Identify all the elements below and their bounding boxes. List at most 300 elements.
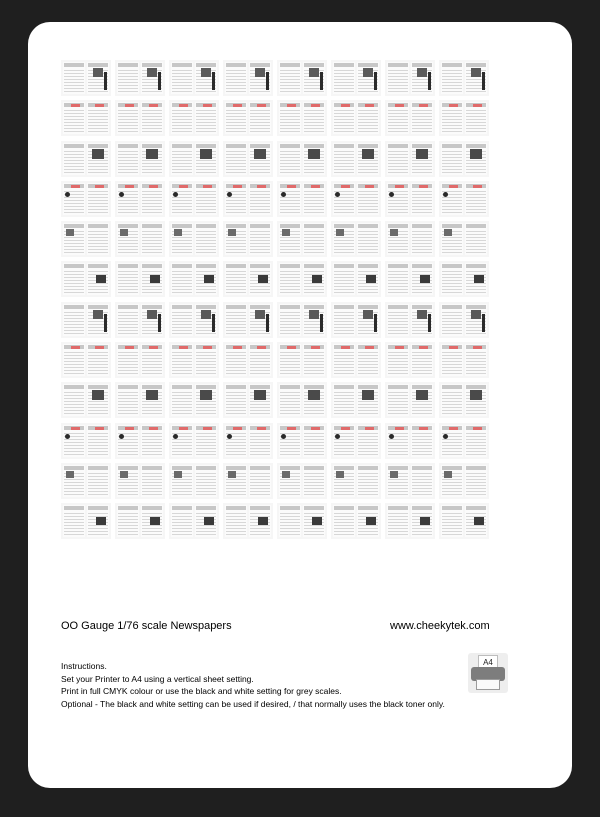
newspaper-thumbnail [439, 141, 489, 177]
newspaper-thumbnail [223, 382, 273, 418]
newspaper-thumbnail [61, 382, 111, 418]
newspaper-page [441, 223, 463, 255]
newspaper-page [465, 102, 487, 134]
newspaper-thumbnail [223, 342, 273, 378]
newspaper-thumbnail [385, 423, 435, 459]
instruction-line: Print in full CMYK colour or use the black and white setting for grey scales. [61, 686, 342, 697]
newspaper-thumbnail [223, 141, 273, 177]
newspaper-thumbnail [223, 100, 273, 136]
newspaper-page [303, 183, 325, 215]
newspaper-thumbnail [115, 302, 165, 338]
newspaper-page [357, 505, 379, 537]
newspaper-page [63, 344, 85, 376]
newspaper-thumbnail [61, 423, 111, 459]
newspaper-thumbnail [115, 100, 165, 136]
newspaper-page [279, 465, 301, 497]
newspaper-page [279, 102, 301, 134]
newspaper-page [117, 505, 139, 537]
newspaper-page [333, 263, 355, 295]
newspaper-page [63, 505, 85, 537]
newspaper-page [333, 62, 355, 94]
newspaper-thumbnail [223, 463, 273, 499]
newspaper-page [387, 344, 409, 376]
newspaper-page [63, 183, 85, 215]
newspaper-page [225, 62, 247, 94]
newspaper-page [225, 384, 247, 416]
newspaper-thumbnail [115, 463, 165, 499]
newspaper-thumbnail [439, 261, 489, 297]
newspaper-page [63, 143, 85, 175]
newspaper-page [303, 505, 325, 537]
newspaper-page [411, 143, 433, 175]
newspaper-page [225, 304, 247, 336]
newspaper-page [411, 263, 433, 295]
newspaper-page [141, 143, 163, 175]
newspaper-page [87, 505, 109, 537]
newspaper-thumbnail [439, 60, 489, 96]
newspaper-thumbnail [439, 382, 489, 418]
newspaper-page [303, 425, 325, 457]
newspaper-page [411, 102, 433, 134]
newspaper-thumbnail [61, 302, 111, 338]
newspaper-thumbnail [169, 261, 219, 297]
newspaper-thumbnail [385, 221, 435, 257]
newspaper-page [303, 263, 325, 295]
newspaper-page [225, 183, 247, 215]
newspaper-page [195, 505, 217, 537]
newspaper-thumbnail [169, 463, 219, 499]
newspaper-page [117, 344, 139, 376]
newspaper-page [117, 183, 139, 215]
printer-tray [476, 679, 500, 690]
newspaper-page [63, 304, 85, 336]
newspaper-page [171, 465, 193, 497]
newspaper-thumbnail [385, 141, 435, 177]
newspaper-thumbnail [277, 100, 327, 136]
newspaper-page [333, 505, 355, 537]
newspaper-thumbnail [61, 342, 111, 378]
newspaper-thumbnail [385, 503, 435, 539]
newspaper-page [441, 102, 463, 134]
newspaper-thumbnail [385, 181, 435, 217]
newspaper-thumbnail [277, 423, 327, 459]
instruction-line: Optional - The black and white setting can be used if desired, / that normally uses the black toner only. [61, 698, 445, 709]
newspaper-thumbnail [61, 221, 111, 257]
newspaper-page [195, 344, 217, 376]
instruction-line: Set your Printer to A4 using a vertical sheet setting. [61, 673, 254, 684]
newspaper-page [171, 62, 193, 94]
newspaper-page [63, 425, 85, 457]
newspaper-page [465, 143, 487, 175]
newspaper-thumbnail [331, 342, 381, 378]
newspaper-thumbnail [331, 261, 381, 297]
newspaper-page [225, 344, 247, 376]
newspaper-page [387, 304, 409, 336]
newspaper-thumbnail [223, 503, 273, 539]
newspaper-page [87, 263, 109, 295]
newspaper-page [441, 344, 463, 376]
newspaper-page [279, 223, 301, 255]
newspaper-page [387, 102, 409, 134]
newspaper-thumbnail [277, 141, 327, 177]
newspaper-thumbnail [115, 342, 165, 378]
newspaper-page [411, 465, 433, 497]
newspaper-thumbnail [61, 141, 111, 177]
newspaper-page [333, 183, 355, 215]
newspaper-page [87, 465, 109, 497]
newspaper-thumbnail [115, 60, 165, 96]
newspaper-thumbnail [385, 342, 435, 378]
newspaper-page [249, 344, 271, 376]
newspaper-page [141, 223, 163, 255]
newspaper-page [441, 62, 463, 94]
newspaper-page [195, 62, 217, 94]
newspaper-page [195, 384, 217, 416]
newspaper-thumbnail [439, 503, 489, 539]
newspaper-thumbnail [439, 100, 489, 136]
newspaper-thumbnail [385, 463, 435, 499]
newspaper-thumbnail [277, 221, 327, 257]
newspaper-thumbnail [169, 342, 219, 378]
newspaper-page [117, 384, 139, 416]
newspaper-page [225, 263, 247, 295]
newspaper-page [411, 425, 433, 457]
newspaper-thumbnail [223, 261, 273, 297]
newspaper-page [303, 344, 325, 376]
newspaper-thumbnail [169, 503, 219, 539]
newspaper-thumbnail [115, 261, 165, 297]
newspaper-page [303, 384, 325, 416]
newspaper-thumbnail [331, 423, 381, 459]
newspaper-page [87, 384, 109, 416]
instructions-block [61, 660, 531, 710]
newspaper-thumbnail [169, 141, 219, 177]
newspaper-page [357, 183, 379, 215]
newspaper-thumbnail [439, 463, 489, 499]
newspaper-page [387, 183, 409, 215]
newspaper-page [63, 223, 85, 255]
newspaper-page [171, 102, 193, 134]
newspaper-page [141, 304, 163, 336]
newspaper-thumbnail [169, 382, 219, 418]
newspaper-page [387, 465, 409, 497]
newspaper-page [87, 223, 109, 255]
newspaper-page [195, 143, 217, 175]
newspaper-page [357, 102, 379, 134]
newspaper-page [63, 62, 85, 94]
newspaper-thumbnail [439, 423, 489, 459]
newspaper-page [465, 344, 487, 376]
newspaper-thumbnail [331, 503, 381, 539]
newspaper-thumbnail [439, 181, 489, 217]
newspaper-page [117, 263, 139, 295]
newspaper-page [303, 102, 325, 134]
newspaper-thumbnail [61, 261, 111, 297]
newspaper-thumbnail [331, 100, 381, 136]
newspaper-page [117, 304, 139, 336]
newspaper-page [249, 62, 271, 94]
newspaper-page [441, 465, 463, 497]
newspaper-page [465, 505, 487, 537]
newspaper-page [249, 102, 271, 134]
newspaper-page [411, 304, 433, 336]
newspaper-page [333, 102, 355, 134]
newspaper-page [63, 102, 85, 134]
newspaper-page [249, 465, 271, 497]
newspaper-thumbnail [385, 100, 435, 136]
newspaper-page [357, 304, 379, 336]
newspaper-page [387, 143, 409, 175]
newspaper-page [465, 465, 487, 497]
newspaper-thumbnail [331, 60, 381, 96]
newspaper-thumbnail [223, 221, 273, 257]
newspaper-page [87, 143, 109, 175]
newspaper-page [171, 263, 193, 295]
newspaper-thumbnail [277, 302, 327, 338]
newspaper-thumbnail [385, 382, 435, 418]
newspaper-thumbnail [331, 302, 381, 338]
newspaper-page [225, 223, 247, 255]
newspaper-page [63, 263, 85, 295]
newspaper-thumbnail [277, 503, 327, 539]
newspaper-page [117, 425, 139, 457]
newspaper-thumbnail [385, 60, 435, 96]
newspaper-thumbnail [61, 60, 111, 96]
newspaper-page [303, 304, 325, 336]
newspaper-page [117, 143, 139, 175]
newspaper-page [279, 263, 301, 295]
newspaper-page [225, 505, 247, 537]
newspaper-page [141, 102, 163, 134]
newspaper-thumbnail [115, 141, 165, 177]
newspaper-thumbnail [169, 423, 219, 459]
website-link: www.cheekytek.com [390, 620, 490, 632]
newspaper-page [441, 304, 463, 336]
newspaper-page [441, 183, 463, 215]
sheet-title: OO Gauge 1/76 scale Newspapers [61, 620, 232, 632]
newspaper-page [117, 102, 139, 134]
newspaper-page [441, 263, 463, 295]
newspaper-page [195, 465, 217, 497]
newspaper-thumbnail [439, 221, 489, 257]
newspaper-page [195, 102, 217, 134]
newspaper-page [387, 425, 409, 457]
newspaper-page [249, 505, 271, 537]
newspaper-page [357, 263, 379, 295]
newspaper-thumbnail [223, 181, 273, 217]
newspaper-page [279, 425, 301, 457]
newspaper-thumbnail [277, 342, 327, 378]
newspaper-page [171, 505, 193, 537]
newspaper-thumbnail [115, 382, 165, 418]
newspaper-page [357, 425, 379, 457]
newspaper-page [333, 143, 355, 175]
newspaper-page [249, 304, 271, 336]
newspaper-page [465, 223, 487, 255]
newspaper-page [279, 384, 301, 416]
printer-icon [468, 653, 508, 693]
newspaper-thumbnail [223, 302, 273, 338]
newspaper-thumbnail [439, 342, 489, 378]
newspaper-page [333, 223, 355, 255]
newspaper-page [441, 143, 463, 175]
newspaper-thumbnail [277, 60, 327, 96]
newspaper-page [387, 223, 409, 255]
newspaper-page [141, 505, 163, 537]
newspaper-page [357, 465, 379, 497]
newspaper-thumbnail [115, 181, 165, 217]
newspaper-page [411, 384, 433, 416]
newspaper-thumbnail [115, 503, 165, 539]
newspaper-page [303, 143, 325, 175]
newspaper-thumbnail [61, 181, 111, 217]
newspaper-page [225, 425, 247, 457]
newspaper-page [87, 344, 109, 376]
newspaper-page [195, 304, 217, 336]
newspaper-thumbnail [169, 60, 219, 96]
newspaper-thumbnail [277, 382, 327, 418]
newspaper-thumbnail [331, 221, 381, 257]
newspaper-page [357, 62, 379, 94]
newspaper-page [249, 223, 271, 255]
newspaper-thumbnail [115, 221, 165, 257]
newspaper-page [249, 384, 271, 416]
newspaper-page [249, 183, 271, 215]
newspaper-page [357, 384, 379, 416]
newspaper-thumbnail [61, 503, 111, 539]
newspaper-page [249, 425, 271, 457]
newspaper-grid [61, 60, 493, 539]
newspaper-page [87, 62, 109, 94]
newspaper-page [195, 183, 217, 215]
newspaper-page [279, 304, 301, 336]
newspaper-page [303, 223, 325, 255]
newspaper-thumbnail [385, 302, 435, 338]
newspaper-page [195, 263, 217, 295]
newspaper-page [465, 263, 487, 295]
newspaper-page [141, 425, 163, 457]
newspaper-page [411, 223, 433, 255]
newspaper-page [411, 183, 433, 215]
newspaper-page [303, 465, 325, 497]
newspaper-page [141, 183, 163, 215]
newspaper-page [171, 183, 193, 215]
newspaper-page [117, 465, 139, 497]
newspaper-page [465, 384, 487, 416]
newspaper-page [303, 62, 325, 94]
newspaper-page [387, 505, 409, 537]
newspaper-thumbnail [331, 141, 381, 177]
newspaper-page [279, 183, 301, 215]
newspaper-page [333, 304, 355, 336]
newspaper-thumbnail [115, 423, 165, 459]
instructions-heading: Instructions. [61, 661, 107, 671]
newspaper-page [141, 263, 163, 295]
newspaper-thumbnail [439, 302, 489, 338]
newspaper-page [171, 223, 193, 255]
newspaper-thumbnail [169, 221, 219, 257]
newspaper-thumbnail [385, 261, 435, 297]
newspaper-page [333, 425, 355, 457]
newspaper-page [357, 344, 379, 376]
newspaper-thumbnail [277, 181, 327, 217]
newspaper-page [279, 143, 301, 175]
newspaper-page [141, 344, 163, 376]
newspaper-page [195, 425, 217, 457]
newspaper-page [195, 223, 217, 255]
newspaper-thumbnail [223, 423, 273, 459]
newspaper-page [465, 183, 487, 215]
newspaper-page [441, 425, 463, 457]
newspaper-page [63, 384, 85, 416]
newspaper-page [249, 263, 271, 295]
newspaper-thumbnail [169, 181, 219, 217]
newspaper-page [117, 223, 139, 255]
newspaper-page [441, 505, 463, 537]
newspaper-thumbnail [169, 302, 219, 338]
newspaper-page [225, 102, 247, 134]
newspaper-thumbnail [277, 463, 327, 499]
newspaper-page [141, 62, 163, 94]
newspaper-thumbnail [61, 100, 111, 136]
print-sheet [28, 22, 572, 788]
newspaper-page [171, 304, 193, 336]
newspaper-page [333, 384, 355, 416]
newspaper-page [279, 505, 301, 537]
newspaper-page [87, 304, 109, 336]
newspaper-thumbnail [223, 60, 273, 96]
newspaper-page [87, 425, 109, 457]
newspaper-page [63, 465, 85, 497]
newspaper-thumbnail [169, 100, 219, 136]
newspaper-page [279, 62, 301, 94]
newspaper-thumbnail [331, 463, 381, 499]
newspaper-page [357, 143, 379, 175]
newspaper-page [357, 223, 379, 255]
newspaper-page [141, 384, 163, 416]
newspaper-page [411, 344, 433, 376]
newspaper-page [465, 62, 487, 94]
newspaper-thumbnail [61, 463, 111, 499]
newspaper-thumbnail [277, 261, 327, 297]
newspaper-page [279, 344, 301, 376]
newspaper-page [171, 143, 193, 175]
newspaper-page [249, 143, 271, 175]
newspaper-page [87, 183, 109, 215]
newspaper-page [387, 62, 409, 94]
newspaper-page [171, 425, 193, 457]
newspaper-page [387, 384, 409, 416]
newspaper-page [225, 465, 247, 497]
newspaper-page [333, 344, 355, 376]
newspaper-page [333, 465, 355, 497]
newspaper-page [465, 304, 487, 336]
newspaper-page [411, 505, 433, 537]
newspaper-page [171, 384, 193, 416]
newspaper-page [225, 143, 247, 175]
newspaper-thumbnail [331, 382, 381, 418]
newspaper-page [411, 62, 433, 94]
newspaper-page [441, 384, 463, 416]
newspaper-thumbnail [331, 181, 381, 217]
newspaper-page [465, 425, 487, 457]
newspaper-page [171, 344, 193, 376]
newspaper-page [387, 263, 409, 295]
newspaper-page [87, 102, 109, 134]
newspaper-page [141, 465, 163, 497]
newspaper-page [117, 62, 139, 94]
paper-size-label: A4 [483, 658, 493, 667]
